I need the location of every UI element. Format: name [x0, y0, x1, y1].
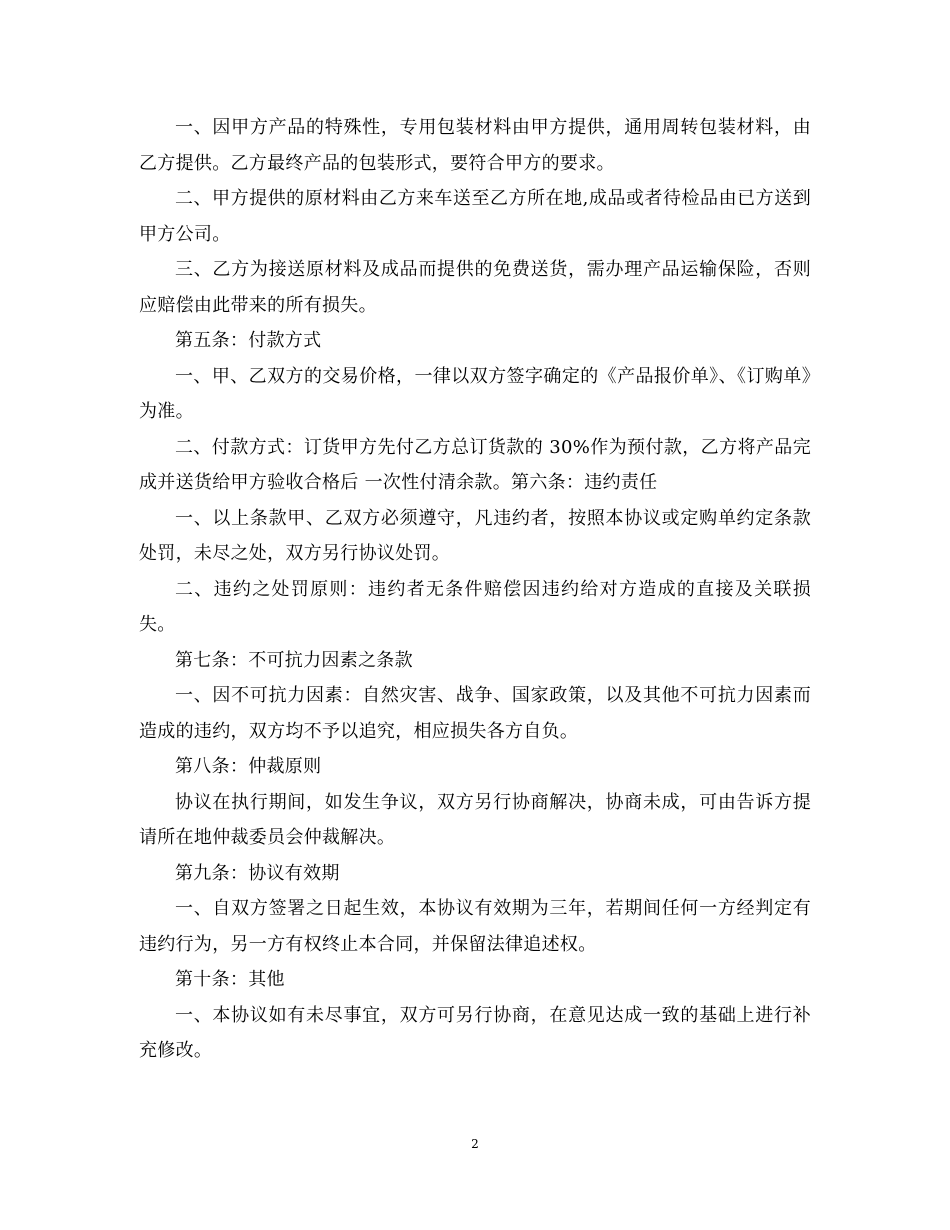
clause-arbitration: 协议在执行期间，如发生争议，双方另行协商解决，协商未成，可由告诉方提请所在地仲裁委员会仲裁解决。 — [139, 791, 811, 848]
clause-supplement: 一、本协议如有未尽事宜，双方可另行协商，在意见达成一致的基础上进行补充修改。 — [139, 1004, 811, 1061]
document-body — [139, 110, 811, 1069]
clause-transport-insurance: 三、乙方为接送原材料及成品而提供的免费送货，需办理产品运输保险，否则应赔偿由此带来的所有损失。 — [139, 259, 811, 316]
clause-packaging-materials: 一、因甲方产品的特殊性，专用包装材料由甲方提供，通用周转包装材料，由乙方提供。乙方最终产品的包装形式，要符合甲方的要求。 — [139, 117, 811, 174]
article-7-heading: 第七条：不可抗力因素之条款 — [175, 649, 413, 671]
article-8-heading: 第八条：仲裁原则 — [175, 756, 322, 777]
article-10-heading: 第十条：其他 — [175, 969, 285, 990]
clause-transaction-price: 一、甲、乙双方的交易价格，一律以双方签字确定的《产品报价单》、《订购单》为准。 — [139, 365, 811, 422]
clause-validity-period: 一、自双方签署之日起生效，本协议有效期为三年，若期间任何一方经判定有违约行为，另一方有权终止本合同，并保留法律追述权。 — [139, 898, 811, 955]
clause-force-majeure: 一、因不可抗力因素：自然灾害、战争、国家政策，以及其他不可抗力因素而造成的违约，双方均不予以追究，相应损失各方自负。 — [139, 685, 811, 742]
article-9-heading: 第九条：协议有效期 — [175, 862, 340, 884]
clause-material-delivery: 二、甲方提供的原材料由乙方来车送至乙方所在地,成品或者待检品由已方送到甲方公司。 — [139, 188, 811, 245]
clause-payment-method: 二、付款方式：订货甲方先付乙方总订货款的 30%作为预付款，乙方将产品完成并送货给甲方验收合格后 一次性付清余款。第六条：违约责任 — [139, 436, 811, 493]
page-number: 2 — [471, 1137, 479, 1151]
article-5-heading: 第五条：付款方式 — [175, 330, 322, 351]
clause-penalty-principle: 二、违约之处罚原则：违约者无条件赔偿因违约给对方造成的直接及关联损失。 — [139, 578, 811, 635]
clause-breach-penalty: 一、以上条款甲、乙双方必须遵守，凡违约者，按照本协议或定购单约定条款处罚，未尽之处，双方另行协议处罚。 — [139, 507, 811, 564]
